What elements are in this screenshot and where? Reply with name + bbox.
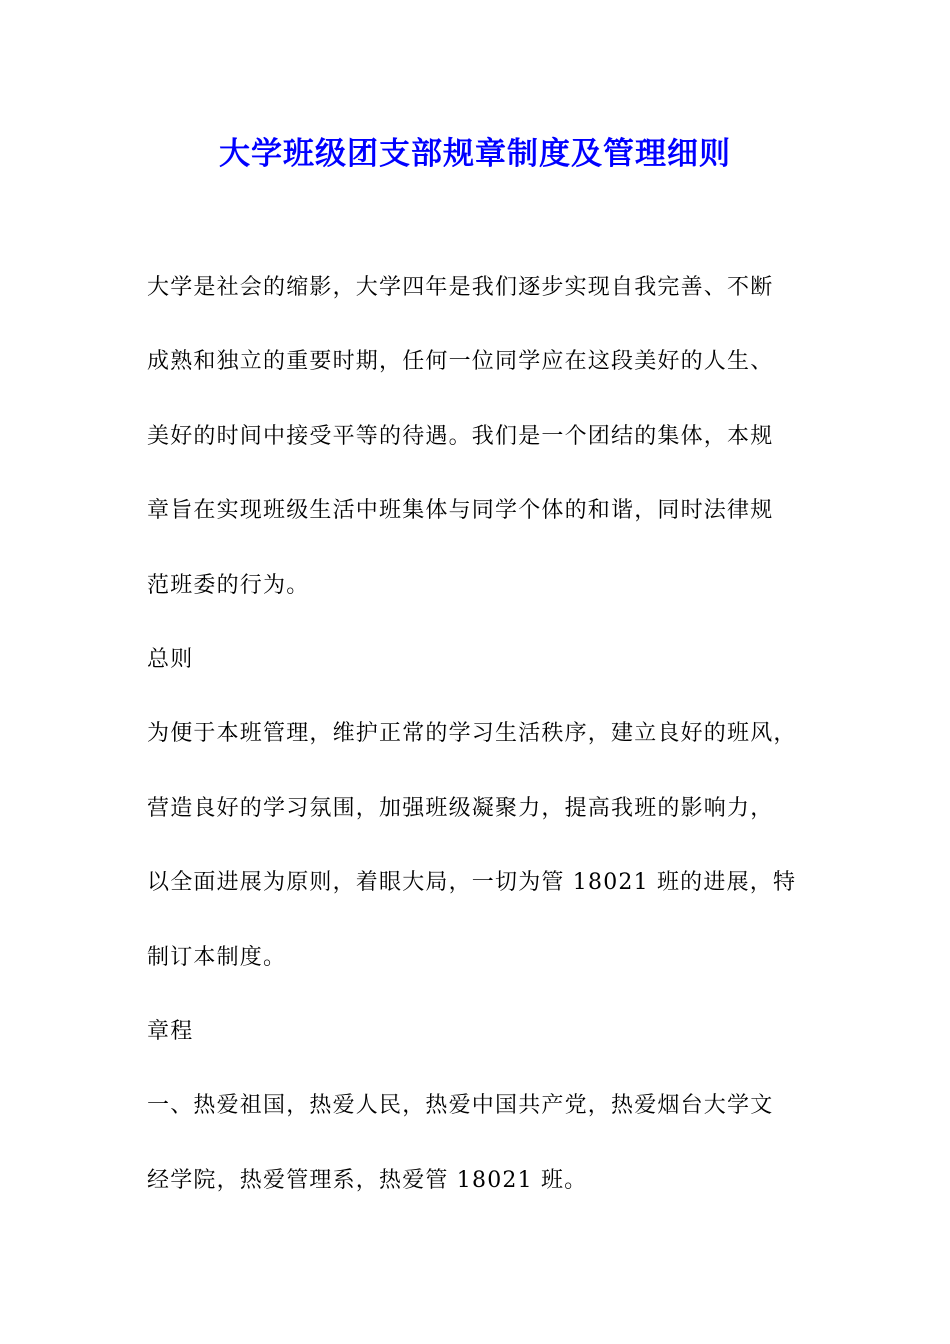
paragraph-line: 为便于本班管理，维护正常的学习生活秩序，建立良好的班风， (147, 721, 797, 747)
paragraph-line: 一、热爱祖国，热爱人民，热爱中国共产党，热爱烟台大学文 (147, 1093, 774, 1119)
document-body (147, 264, 827, 1231)
paragraph-line: 范班委的行为。 (147, 572, 310, 598)
paragraph-line: 大学是社会的缩影，大学四年是我们逐步实现自我完善、不断 (147, 275, 774, 300)
paragraph-line: 成熟和独立的重要时期，任何一位同学应在这段美好的人生、 (147, 349, 774, 375)
paragraph-line: 制订本制度。 (147, 944, 287, 970)
section-heading-general: 总则 (147, 646, 194, 672)
section-heading-charter: 章程 (147, 1018, 194, 1044)
paragraph-line: 章旨在实现班级生活中班集体与同学个体的和谐，同时法律规 (147, 498, 774, 524)
paragraph-line: 营造良好的学习氛围，加强班级凝聚力，提高我班的影响力， (147, 795, 774, 821)
document-title: 大学班级团支部规章制度及管理细则 (219, 136, 731, 172)
paragraph-line: 美好的时间中接受平等的待遇。我们是一个团结的集体，本规 (147, 423, 774, 449)
paragraph-line: 以全面进展为原则，着眼大局，一切为管 18021 班的进展，特 (147, 870, 797, 896)
paragraph-line: 经学院，热爱管理系，热爱管 18021 班。 (147, 1167, 588, 1193)
